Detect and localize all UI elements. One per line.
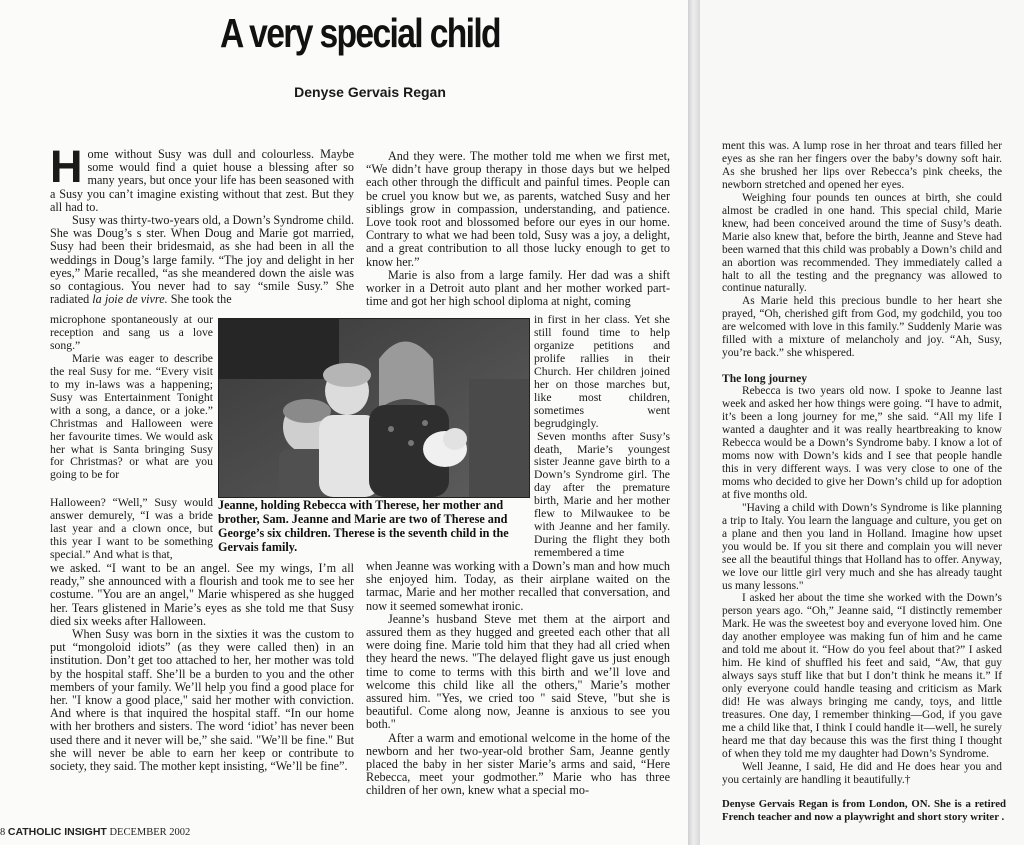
italic-phrase: la joie de vivre. (92, 292, 168, 307)
column-2-narrow (534, 314, 670, 560)
section-heading: The long journey (722, 372, 808, 386)
photo-image (219, 319, 529, 497)
paragraph (50, 141, 354, 214)
column-1-top (50, 141, 354, 307)
paragraph: in first in her class. Yet she still found time to help organize petitions and prolife rallies in their Church. Her children joined her on those marches but, like most children, sometimes went begrudgingly. (534, 313, 670, 430)
author-bio: Denyse Gervais Regan is from London, ON. She is a retired French teacher and now a playwright and short story writer . (722, 798, 1006, 823)
paragraph-text: She took the (167, 292, 232, 307)
right-page (700, 0, 1024, 845)
paragraph-text: Susy was thirty-two-years old, a Down’s Syndrome child. She was Doug’s s ster. When Doug and Marie got married, Susy had been their bridesmaid, as she had been in all the weddings in Doug’s large family. “The joy and delight in her eyes,” Marie recalled, “as she meandered down the aisle was so contagious. You never had to say “smile Susy.” She radiated (50, 213, 354, 307)
page-number: 8 (0, 827, 6, 838)
magazine-name: CATHOLIC INSIGHT (7, 826, 107, 838)
paragraph: As Marie held this precious bundle to her heart she prayed, “Oh, cherished gift from God, my godchild, you too are welcomed with love in this family.” Suddenly Marie was filled with a mixture of melancholy and joy. “Ah, Susy, you’re back.” she whispered. (722, 295, 1002, 360)
photo-caption: Jeanne, holding Rebecca with Therese, her mother and brother, Sam. Jeanne and Marie are two of Therese and George’s six children. Therese is the seventh child in the Gervais family. (218, 498, 509, 554)
paragraph: "Having a child with Down’s Syndrome is like planning a trip to Italy. You learn the language and culture, you get on a plane and then you land in Holland. Imagine how upset you would be. If you sit there and complain you will never see all the beautiful things that Holland has to offer. Anyway, we love our little girl very much and she has already taught us many lessons." (722, 501, 1002, 592)
paragraph: I asked her about the time she worked with the Down’s person years ago. “Oh,” Jeanne said, “I distinctly remember Mark. He was the sweetest boy and everyone loved him. One day another employee was making fun of him and he came and told me about it. “How do you feel about that?” I asked him. He kind of shuffled his feet and said, “Aw, that guy always says stuff like that but I don’t think he means it.” If only everyone could handle teasing and criticism as Mark did! He was always bringing me candy, toys, and little treasures. One day, I remember thinking—God, if you gave me a child like that, I think I could handle it—well, he surely heard me that day because this was the first thing I thought of when they told me my daughter had Down’s Syndrome. (722, 592, 1002, 760)
paragraph: microphone spontaneously at our reception and sang us a love song.” (50, 313, 213, 352)
paragraph: Well Jeanne, I said, He did and He does hear you and you certainly are handling it beautifully.† (722, 760, 1002, 786)
paragraph: And they were. The mother told me when we first met, “We didn’t have group therapy in those days but we helped each other through the difficult and painful times. People can be cruel you know but we, as parents, watched Susy and her siblings grow in compassion, understanding, and patience. Love took root and blossomed before our eyes in our home. Contrary to what we had been told, Susy was a joy, a delight, and a great contribution to all those lucky enough to get to know her.” (366, 149, 670, 269)
paragraph: Jeanne’s husband Steve met them at the airport and assured them as they hugged and greeted each other that all were doing fine. Marie told him that they had all cried when they heard the news. "The delayed flight gave us just enough time to come to terms with this birth and we’ll love and welcome this child like all the others," Marie’s mother assured him. "Yes, we cried too " said Steve, "but she is beautiful. Come along now, Jeanne is anxious to see you both." (366, 611, 670, 732)
column-1-bottom (50, 562, 354, 773)
column-2-bottom (366, 560, 670, 798)
page-gutter (688, 0, 700, 845)
column-1-mini (50, 497, 213, 562)
paragraph: When Susy was born in the sixties it was the custom to put “mongoloid idiots” (as they were called then) in an institution. Don’t get too attached to her, her mother was told by the hospital staff. She’ll be a burden to you and the other members of your family. We’ll help you find a good place for her. "I know a good place," said her mother with conviction. And where is that inquired the hospital staff. “In our home with her brothers and sisters. The word ‘idiot’ has never been used there and it never will be,” she said. "We’ll be fine." But she will never be able to earn her keep or contribute to society, they said. The mother kept insisting, “We’ll be fine”. (50, 627, 354, 774)
paragraph: Marie is also from a large family. Her dad was a shift worker in a Detroit auto plant and her mother worked part-time and got her high school diploma at night, coming (366, 267, 670, 309)
paragraph: when Jeanne was working with a Down’s man and how much she enjoyed him. Today, as their airplane waited on the tarmac, Marie and her mother recalled that conversation, and now it seemed somewhat ironic. (366, 559, 670, 613)
issue-date: DECEMBER 2002 (109, 827, 191, 838)
column-3 (722, 140, 1002, 787)
author-byline: Denyse Gervais Regan (294, 84, 446, 100)
article-title: A very special child (220, 10, 500, 56)
drop-cap: H (50, 141, 83, 192)
paragraph: we asked. “I want to be an angel. See my wings, I’m all ready,” she announced with a flourish and took me to see her costume. "You are an angel," Marie whispered as she hugged her. Tears glistened in Marie’s eyes as she told me that Susy died six weeks after Halloween. (50, 561, 354, 628)
page-footer (0, 826, 190, 838)
paragraph: ment this was. A lump rose in her throat and tears filled her eyes as she ran her fingers over the baby’s downy soft hair. As she brushed her lips over Rebecca’s pink cheeks, the newborn stretched and opened her eyes. (722, 140, 1002, 191)
paragraph: Halloween? “Well,” Susy would answer demurely, “I was a bride last year and a clown once, but this year I want to be something special.” And what is that, (50, 496, 213, 561)
paragraph (50, 214, 354, 306)
paragraph: Weighing four pounds ten ounces at birth, she could almost be cradled in one hand. This special child, Marie knew, had been conceived around the time of Susy’s death. Marie also knew that, before the birth, Jeanne and Steve had been warned that this child was probably a Down’s child and an abortion was recommended. They immediately called a halt to all the testing and the pregnancy was allowed to continue naturally. (722, 191, 1002, 295)
paragraph: Rebecca is two years old now. I spoke to Jeanne last week and asked her how things were going. “I have to admit, it’s been a long journey for me,” she said. “All my life I wanted a daughter and it was really heartbreaking to know Rebecca would be a Down’s Syndrome baby. I know a lot of moms now with Down’s kids and I see that people handle this in very different ways. I was very close to one of the moms who decided to give her Down’s child up for adoption at five months old. (722, 385, 1002, 501)
column-1-narrow (50, 314, 213, 482)
column-2-top (366, 150, 670, 308)
paragraph: Seven months after Susy’s death, Marie’s youngest sister Jeanne gave birth to a Down’s Syndrome girl. The day after the premature birth, Marie and her mother flew to Milwaukee to be with Jeanne and her family. During the flight they both remembered a time (534, 429, 670, 560)
paragraph: After a warm and emotional welcome in the home of the newborn and her two-year-old brother Sam, Jeanne gently placed the baby in her sister Marie’s arms and said, “Here Rebecca, meet your godmother.” Marie who has three children of her own, knew what a special mo- (366, 730, 670, 798)
paragraph: Marie was eager to describe the real Susy for me. “Every visit to my in-laws was a happening; Susy was Entertainment Tonight with a song, a dance, or a joke.” Christmas and Halloween were her favourite times. We would ask her what is Santa bringing Susy for Christmas? or what are you going to be for (50, 351, 213, 482)
family-photo (218, 318, 530, 498)
paragraph-text: ome without Susy was dull and colourless. Maybe some would find a quiet house a blessing after so many years, but once your life has been seasoned with a Susy you can’t imagine existing without that zest. But they all had to. (50, 147, 354, 214)
